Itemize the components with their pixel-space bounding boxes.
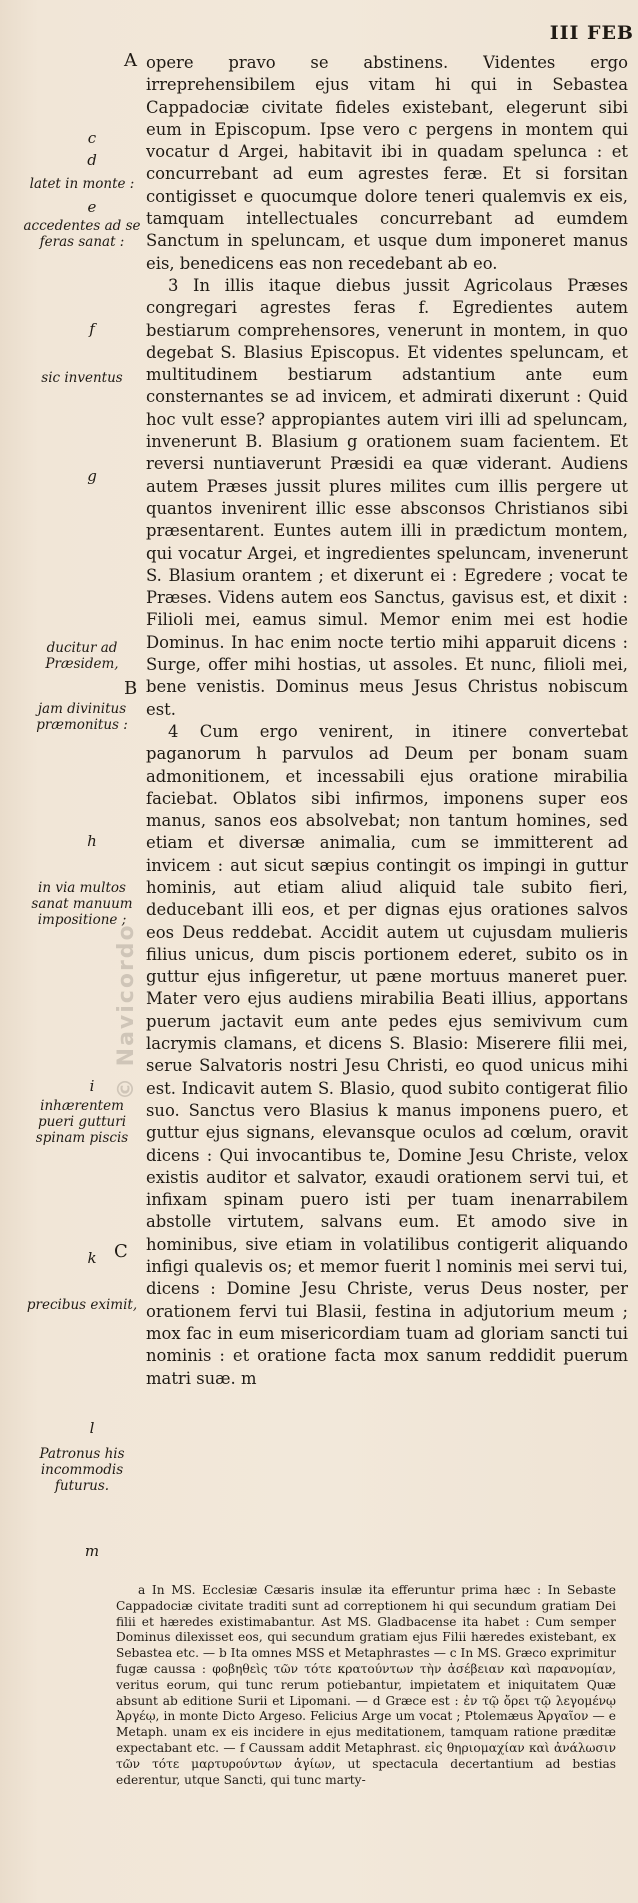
margin-note: f bbox=[89, 320, 95, 338]
margin-note: ducitur ad Præsidem, bbox=[45, 640, 119, 672]
margin-notes bbox=[22, 0, 142, 1560]
margin-note: Patronus his incommodis futurus. bbox=[39, 1446, 125, 1494]
column-letter-c: C bbox=[114, 1241, 128, 1262]
running-title: III FEB bbox=[549, 22, 634, 44]
column-letter-a: A bbox=[124, 50, 137, 71]
footnotes bbox=[116, 1583, 616, 1788]
margin-note: inhærentem pueri gutturi spinam piscis bbox=[35, 1098, 129, 1146]
main-text bbox=[146, 52, 628, 1390]
margin-note: sic inventus bbox=[41, 370, 123, 386]
margin-note: m bbox=[84, 1542, 100, 1560]
margin-note: latet in monte : bbox=[29, 176, 135, 192]
margin-note: in via multos sanat manuum impositione ; bbox=[31, 880, 133, 928]
body-paragraph: opere pravo se abstinens. Videntes ergo irreprehensibilem ejus vitam hi qui in Sebastea Cappadociæ civitate fideles existebant, elegerunt sibi eum in Episcopum. Ipse vero c pergens in montem qui vocatur d Argei, habitavit ibi in quadam spelunca : et concurrebant ad eum agrestes feræ. Et si forsitan contigisset e quocumque dolore teneri qualemvis ex eis, tamquam intellectuales concurrebant ad eumdem Sanctum in speluncam, et usque dum imponeret manus eis, benedicens eas non recedebant ab eo. bbox=[146, 53, 628, 273]
margin-note: e bbox=[87, 198, 97, 216]
column-letter-b: B bbox=[124, 678, 138, 699]
margin-note: k bbox=[87, 1249, 97, 1267]
margin-note: precibus eximit, bbox=[26, 1297, 138, 1313]
margin-note: accedentes ad se feras sanat : bbox=[23, 218, 141, 250]
margin-note: l bbox=[89, 1419, 95, 1437]
margin-note: d bbox=[87, 151, 97, 169]
margin-note: h bbox=[87, 832, 97, 850]
margin-note: g bbox=[87, 467, 97, 485]
body-paragraph: 4 Cum ergo venirent, in itinere convertebat paganorum h parvulos ad Deum per bonam suam admonitionem, et incessabili ejus oratione mirabilia faciebat. Oblatos sibi infirmos, imponens super eos manus, sanos eos absolvebat; non tantum homines, sed etiam et diversæ animalia, cum se immitterent ad invicem : aut sicut sæpius contingit os impingi in guttur hominis, aut etiam aliud aliquid tale subito fieri, deducebant illi eos, et per dignas ejus orationes salvos eos Deus reddebat. Accidit autem ut cujusdam mulieris filius unicus, dum piscis portionem ederet, subito os in guttur ejus infigeretur, ut pæne mortuus maneret puer. Mater vero ejus audiens mirabilia Beati illius, apportans puerum jactavit eum ante pedes ejus semivivum cum lacrymis clamans, et dicens S. Blasio: Miserere filii mei, serue Salvatoris nostri Jesu Christi, eo quod unicus mihi est. Indicavit autem S. Blasio, quod subito contigerat filio suo. Sanctus vero Blasius k manus imponens puero, et guttur ejus signans, elevansque oculos ad cœlum, oravit dicens : Qui invocantibus te, Domine Jesu Christe, velox existis auditor et salvator, exaudi orationem servi tui, et infixam spinam puero isti per tuam inenarrabilem abstolle virtutem, salvans eum. Et amodo sive in hominibus, sive etiam in volatilibus contigerit aliquando infigi qualevis os; et memor fuerit l nominis mei servi tui, dicens : Domine Jesu Christe, verus Deus noster, per orationem fervi tui Blasii, festina in adjutorium meum ; mox fac in eum misericordiam tuam ad gloriam sancti tui nominis : et oratione facta mox sanum reddidit puerum matri suæ. m bbox=[146, 721, 628, 1388]
margin-note: i bbox=[89, 1077, 95, 1095]
body-paragraph: 3 In illis itaque diebus jussit Agricolaus Præses congregari agrestes feras f. Egredientes autem bestiarum comprehensores, venerunt in montem, in quo degebat S. Blasius Episcopus. Et videntes speluncam, et multitudinem bestiarum adstantium ante eum consternantes se ad invicem, et admirati dixerunt : Quid hoc vult esse? appropiantes autem viri illi ad speluncam, invenerunt B. Blasium g orationem suam facientem. Et reversi nuntiaverunt Præsidi ea quæ viderant. Audiens autem Præses jussit plures milites cum illis pergere ut quantos invenirent illic esse absconsos Christianos sibi præsentarent. Euntes autem illi in prædictum montem, qui vocatur Argei, et ingredientes speluncam, invenerunt S. Blasium orantem ; et dixerunt ei : Egredere ; vocat te Præses. Videns autem eos Sanctus, gavisus est, et dixit : Filioli mei, eamus simul. Memor enim mei est hodie Dominus. In hac enim nocte tertio mihi apparuit dicens : Surge, offer mihi hostias, ut assoles. Et nunc, filioli mei, bene venistis. Dominus meus Jesus Christus nobiscum est. bbox=[146, 275, 628, 719]
margin-note: jam divinitus præmonitus : bbox=[36, 701, 128, 733]
footnote-block: a In MS. Ecclesiæ Cæsaris insulæ ita efferuntur prima hæc : In Sebaste Cappadociæ civitate traditi sunt ad correptionem hi qui secundum gratiam Dei filii et hæredes existimabantur. Ast MS. Gladbacense ita habet : Cum semper Dominus dilexisset eos, qui secundum gratiam ejus Filii hæredes existebant, ex Sebastea etc. — b Ita omnes MSS et Metaphrastes — c In MS. Græco exprimitur fugæ caussa : φοβηθεὶς τῶν τότε κρατούντων τὴν ἀσέβειαν καὶ παρανομίαν, veritus eorum, qui tunc rerum potiebantur, impietatem et iniquitatem Quæ absunt ab editione Surii et Lipomani. — d Græce est : ἐν τῷ ὄρει τῷ λεγομένῳ Ἀργέῳ, in monte Dicto Argeso. Felicius Arge um vocat ; Ptolemæus Ἀργαῖον — e Metaph. unam ex eis incidere in ejus meditationem, tamquam ratione præditæ expectabant etc. — f Caussam addit Metaphrast. εἰς θηριομαχίαν καὶ ἀνάλωσιν τῶν τότε μαρτυρούντων ἁγίων, ut spectacula decertantium ad bestias ederentur, utque Sancti, qui tunc marty- bbox=[116, 1583, 616, 1787]
margin-note: c bbox=[87, 129, 97, 147]
watermark: © Navicordo bbox=[114, 923, 139, 1100]
